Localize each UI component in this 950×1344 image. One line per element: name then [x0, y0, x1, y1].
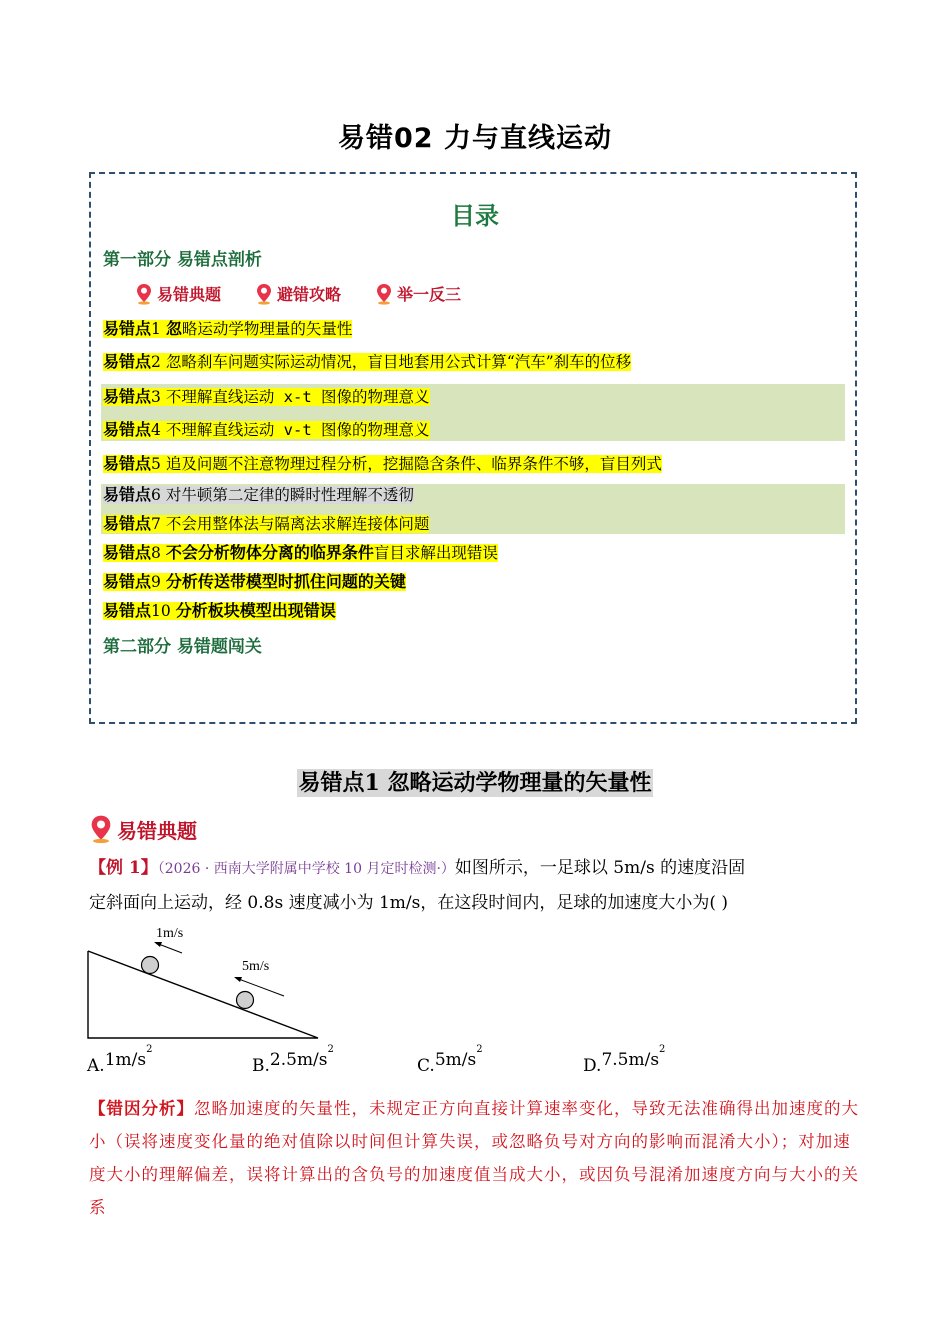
toc-item-2[interactable]: 易错点2 忽略刹车问题实际运动情况，盲目地套用公式计算“汽车”刹车的位移: [103, 352, 632, 371]
location-pin-icon: [375, 283, 393, 305]
toc-tabs: [135, 282, 461, 305]
toc-part2[interactable]: 第二部分 易错题闯关: [103, 637, 262, 657]
incline-figure: [84, 920, 324, 1042]
toc-item-5[interactable]: 易错点5 追及问题不注意物理过程分析，挖掘隐含条件、临界条件不够，盲目列式: [103, 454, 662, 473]
tab-label: 避错攻略: [277, 285, 342, 304]
tab-practice[interactable]: [375, 282, 461, 305]
location-pin-icon: [135, 283, 153, 305]
choice-a[interactable]: $A.1m/s^2$: [87, 1044, 153, 1076]
analysis-text: 忽略加速度的矢量性，未规定正方向直接计算速率变化，导致无法准确得出加速度的大小（误将速度变化量的绝对值除以时间但计算失误，或忽略负号对方向的影响而混淆大小）；对加速度大小的理解偏差，误将计算出的含负号的加速度值当成大小，或因负号混淆加速度方向与大小的关系: [89, 1099, 859, 1217]
sub-heading: 易错典题: [89, 814, 197, 844]
toc-item-3[interactable]: 易错点3 不理解直线运动 x-t 图像的物理意义: [103, 387, 430, 406]
choice-b[interactable]: $B.2.5m/s^2$: [252, 1044, 334, 1076]
location-pin-icon: [255, 283, 273, 305]
toc-item-9[interactable]: 易错点9 分析传送带模型时抓住问题的关键: [103, 572, 406, 591]
toc-item-10[interactable]: 易错点10 分析板块模型出现错误: [103, 601, 336, 620]
analysis-label: 【错因分析】: [89, 1099, 194, 1118]
toc-item-8[interactable]: 易错点8 不会分析物体分离的临界条件盲目求解出现错误: [103, 543, 498, 562]
section-heading: 易错点1 忽略运动学物理量的矢量性: [298, 770, 652, 796]
choice-c[interactable]: $C.5m/s^2$: [417, 1044, 483, 1076]
toc-item-6[interactable]: 易错点6 对牛顿第二定律的瞬时性理解不透彻: [103, 485, 414, 504]
toc-item-1[interactable]: 易错点1 忽略运动学物理量的矢量性: [103, 319, 353, 338]
toc-part1[interactable]: 第一部分 易错点剖析: [103, 250, 262, 270]
toc-item-4[interactable]: 易错点4 不理解直线运动 v-t 图像的物理意义: [103, 420, 430, 439]
tab-label: 易错典题: [157, 285, 222, 304]
toc-title: 目录: [451, 202, 499, 230]
choice-d[interactable]: $D.7.5m/s^2$: [583, 1044, 666, 1076]
velocity-label-bottom: 5m/s: [242, 959, 270, 974]
example-text: 【例 1】（2026 · 西南大学附属中学校 10 月定时检测·）如图所示，一足球以 5m/s 的速度沿固 定斜面向上运动，经 0.8s 速度减小为 1m/s，在这段时间内，足球的加速度大小为( ): [89, 858, 746, 913]
tab-typical[interactable]: [135, 282, 221, 305]
page-title: 易错02 力与直线运动: [338, 123, 612, 154]
toc-item-7[interactable]: 易错点7 不会用整体法与隔离法求解连接体问题: [103, 514, 430, 533]
tab-label: 举一反三: [397, 285, 462, 304]
tab-avoid[interactable]: [255, 282, 341, 305]
error-analysis: [89, 1092, 864, 1224]
velocity-label-top: 1m/s: [156, 926, 184, 941]
location-pin-icon: [89, 814, 113, 844]
